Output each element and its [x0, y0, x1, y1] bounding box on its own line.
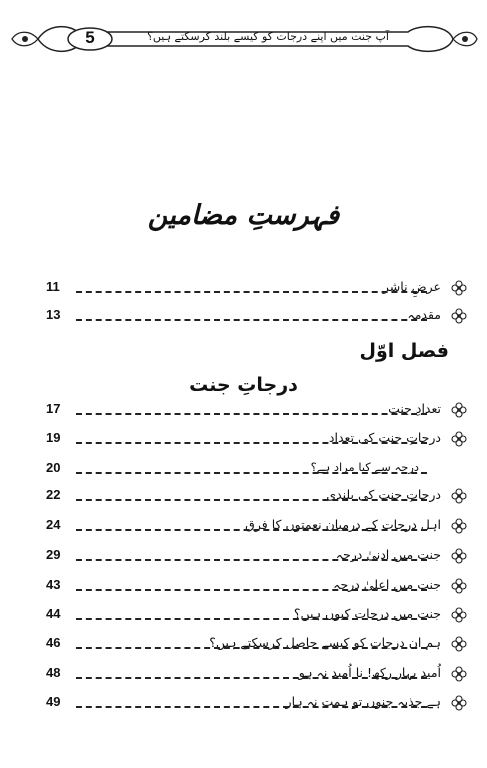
flower-icon: [451, 308, 467, 324]
dotted-leader: [76, 618, 427, 620]
dotted-leader: [76, 319, 427, 321]
toc-row[interactable]: [46, 429, 467, 451]
contents-heading: فہرستِ مضامین: [147, 200, 340, 231]
dotted-leader: [76, 291, 427, 293]
dotted-leader: [76, 472, 427, 474]
toc-page-number: 48: [46, 665, 61, 680]
toc-row[interactable]: [46, 486, 467, 508]
dotted-leader: [76, 647, 427, 649]
toc-row[interactable]: [46, 400, 467, 422]
toc-entry-title: ہے جذبہ جنوں تو ہمت نہ ہار: [282, 694, 441, 709]
toc-entry-title: جنت میں ادنیٰ درجہ: [332, 547, 441, 562]
toc-entry-title: جنت میں اعلیٰ درجہ: [329, 577, 441, 592]
toc-page-number: 29: [46, 547, 61, 562]
flower-icon: [451, 280, 467, 296]
dotted-leader: [76, 413, 427, 415]
toc-page-number: 44: [46, 606, 61, 621]
toc-page-number: 24: [46, 517, 61, 532]
page-header: [8, 22, 479, 56]
flower-icon: [451, 548, 467, 564]
toc-row[interactable]: [46, 459, 467, 481]
flower-icon: [451, 431, 467, 447]
toc-row[interactable]: [46, 634, 467, 656]
flower-icon: [451, 518, 467, 534]
dotted-leader: [76, 559, 427, 561]
toc-page-number: 13: [46, 307, 61, 322]
toc-entry-title: درجاتِ جنت کی بلندی: [322, 487, 441, 502]
flower-icon: [451, 666, 467, 682]
toc-row[interactable]: [46, 546, 467, 568]
toc-row[interactable]: [46, 605, 467, 627]
toc-row[interactable]: [46, 693, 467, 715]
toc-page-number: 11: [46, 279, 60, 294]
section-title: فصل اوّل: [359, 340, 449, 362]
toc-entry-title: عرضِ ناشر: [379, 279, 441, 294]
toc-row[interactable]: [46, 576, 467, 598]
toc-page-number: 46: [46, 635, 61, 650]
flower-icon: [451, 402, 467, 418]
toc-row[interactable]: [46, 278, 467, 300]
toc-row[interactable]: [46, 516, 467, 538]
toc-entry-title: درجہ سے کیا مراد ہے؟: [307, 460, 419, 474]
toc-page-number: 49: [46, 694, 61, 709]
flower-icon: [451, 636, 467, 652]
flower-icon: [451, 578, 467, 594]
dotted-leader: [76, 706, 427, 708]
toc-entry-title: تعدادِ جنت: [384, 401, 441, 416]
dotted-leader: [76, 677, 427, 679]
toc-page-number: 43: [46, 577, 61, 592]
dotted-leader: [76, 499, 427, 501]
page-number: 5: [85, 28, 95, 47]
dotted-leader: [76, 589, 427, 591]
toc-row[interactable]: [46, 306, 467, 328]
toc-page-number: 19: [46, 430, 61, 445]
toc-row[interactable]: [46, 664, 467, 686]
toc-entry-title: اہل درجات کے درمیان نعمتوں کا فرق: [241, 517, 441, 532]
dotted-leader: [76, 442, 427, 444]
toc-entry-title: ہم ان درجات کو کیسے حاصل کرسکتے ہیں؟: [205, 635, 441, 650]
running-title: آپ جنت میں اپنے درجات کو کیسے بلند کرسکتے ہیں؟: [147, 30, 389, 43]
toc-page-number: 20: [46, 460, 61, 475]
flower-icon: [451, 488, 467, 504]
toc-page-number: 17: [46, 401, 61, 416]
toc-entry-title: جنت میں درجات کیوں ہیں؟: [290, 606, 441, 621]
flower-icon: [451, 695, 467, 711]
toc-page-number: 22: [46, 487, 61, 502]
toc-entry-title: درجاتِ جنت کی تعداد: [325, 430, 441, 445]
subsection-title: درجاتِ جنت: [189, 374, 298, 396]
toc-entry-title: اُمید بہار رکھ! نا اُمید نہ ہو: [295, 665, 441, 680]
toc-entry-title: مقدمہ: [403, 307, 441, 322]
flower-icon: [451, 607, 467, 623]
dotted-leader: [76, 529, 427, 531]
